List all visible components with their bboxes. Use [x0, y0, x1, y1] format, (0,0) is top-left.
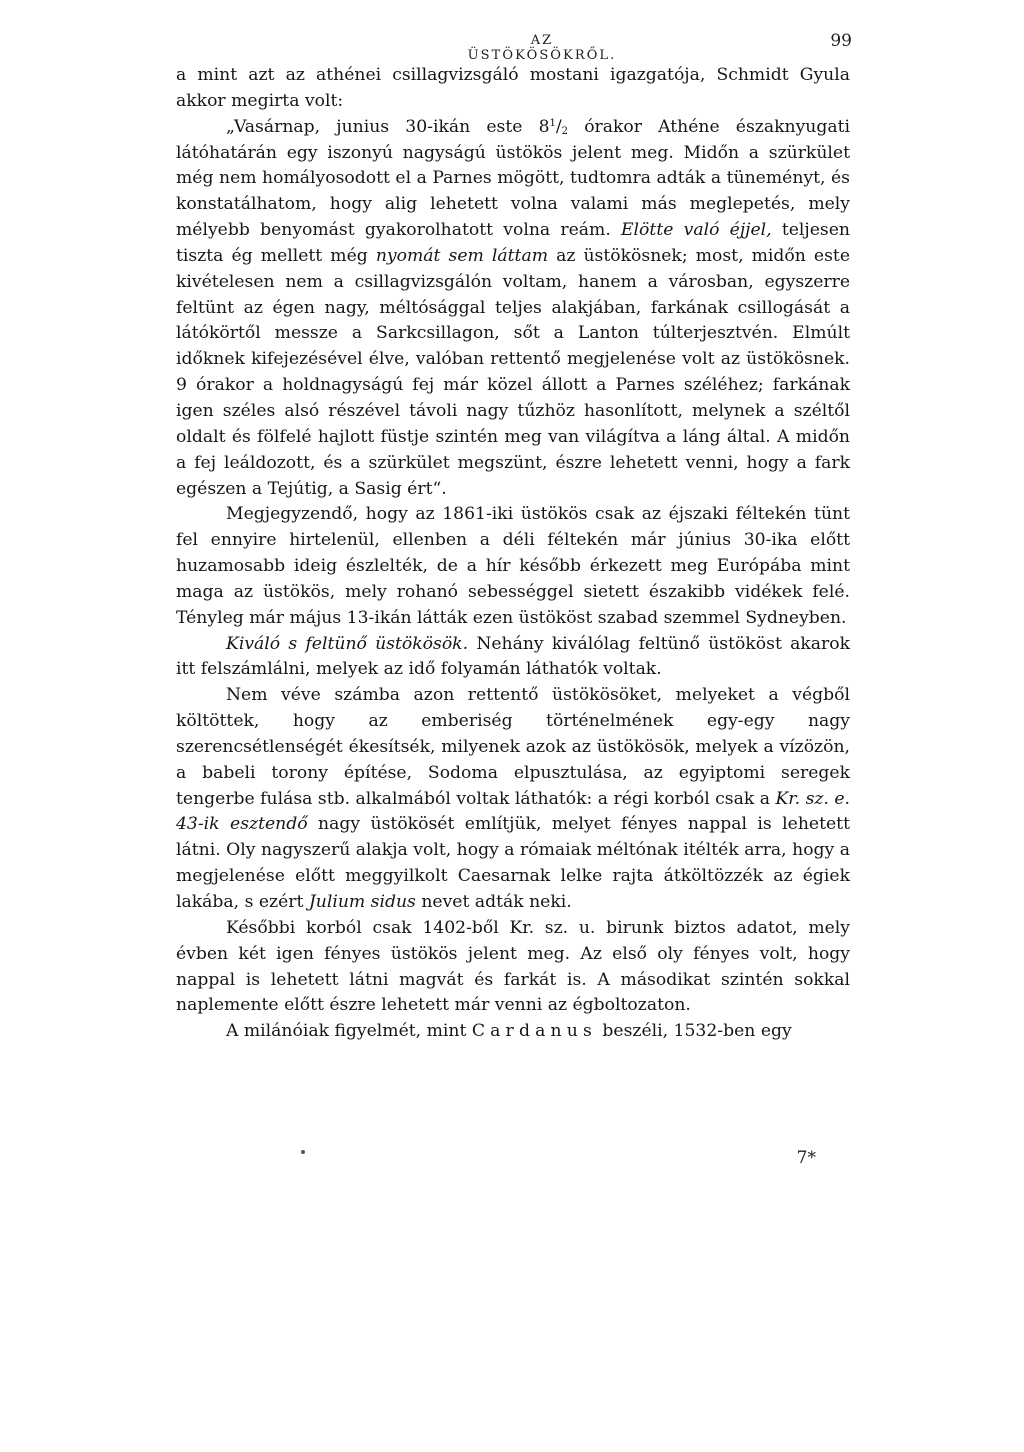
paragraph-7-text-a: A milánóiak figyelmét, mint	[226, 1021, 472, 1042]
section-text: Nehány kiválólag feltünő üstököst akarok itt felszámlálni, melyek az idő folyamán láthatók voltak.	[176, 633, 851, 680]
paragraph-1-text: a mint azt az athénei csillagvizsgáló mostani igazgatója, Schmidt Gyula akkor megirta volt:	[176, 65, 850, 111]
paragraph-7-text-b: beszéli, 1532-ben egy	[596, 1021, 792, 1042]
italic-latin-name: Julium sidus	[308, 892, 416, 912]
quote-text-d: az üstökösnek; most, midőn este kivételesen nem a csillagvizsgálón voltam, hanem a városban, egyszerre feltünt az égen nagy, méltósággal teljes alakjában, farkának csillogását a látókörtől messze a Sarkcsillagon, sőt a Lanton túlterjesztvén. Elmúlt időknek kifejezésével élve, valóban rettentő megjelenése volt az üstökösnek. 9 órakor a holdnagyságú fej már közel állott a Parnes széléhez; farkának igen széles alsó részével távoli nagy tűzhöz hasonlított, melynek a széltől oldalt és fölfelé hajlott füstje szintén meg van világítva a láng által. A midőn a fej leáldozott, és a szürkület megszünt, észre lehetett venni, hogy a fark egészen a Tejútig, a Sasig ért“.	[176, 245, 850, 499]
paragraph-5-text-b: nagy üstökösét említjük, melyet fényes nappal is lehetett látni. Oly nagyszerű alakja volt, hogy a rómaiak méltónak itélték arra, hogy a megjelenése előtt meggyilkolt Caesarnak lelke rajta átköltözzék az égiek lakába, s ezért	[176, 814, 850, 912]
paragraph-3-text: Megjegyzendő, hogy az 1861-iki üstökös csak az éjszaki féltekén tünt fel ennyire hirtelenül, ellenben a déli féltekén már június 30-ika előtt huzamosabb ideig észlelték, de a hír később érkezett meg Európába mint maga az üstökös, mely rohanó sebességgel sietett északibb vidékek felé. Tényleg már május 13-ikán látták ezen üstököst szabad szemmel Sydneyben.	[176, 504, 850, 628]
paragraph-5-text-a: Nem véve számba azon rettentő üstökösöket, melyeket a végből költöttek, hogy az emberiség történelmének egy-egy nagy szerencsétlenségét ékesítsék, milyenek azok az üstökösök, melyek a vízözön, a babeli torony építése, Sodoma elpusztulása, az egyiptomi seregek tengerbe fulása stb. alkalmából voltak láthatók: a régi korból csak a	[176, 685, 850, 809]
section-heading: Kiváló s feltünő üstökösök.	[226, 633, 469, 654]
italic-phrase-2: nyomát sem láttam	[375, 245, 548, 266]
paragraph-5-text-c: nevet adták neki.	[415, 892, 572, 912]
paragraph-1	[176, 63, 850, 115]
quote-paragraph	[176, 115, 850, 503]
paragraph-5	[176, 683, 850, 916]
page-number: 99	[830, 31, 852, 51]
section-paragraph	[176, 632, 850, 684]
fraction-numerator: 1	[549, 117, 556, 129]
stray-ink-mark	[301, 1150, 305, 1154]
quote-text-b: órakor Athéne északnyugati látóhatárán egy iszonyú nagyságú üstökös jelent meg. Midőn a szürkület még nem homályosodott el a Parnes mögött, tudtomra adták a tüneményt, és konstatálhatom, hogy alig lehetett volna valami más meglepetés, mely mélyebb benyomást gyakorolhatott volna reám.	[176, 116, 851, 241]
signature-mark: 7*	[796, 1148, 816, 1168]
body-text	[176, 63, 850, 1045]
paragraph-6	[176, 916, 850, 1019]
fraction-denominator: 2	[561, 125, 569, 137]
italic-date: Kr. sz. e. 43-ik esztendő	[176, 788, 851, 835]
spaced-name: Cardanus	[471, 1021, 597, 1042]
italic-phrase-1: Elötte való éjjel,	[621, 220, 772, 241]
paragraph-7	[176, 1019, 850, 1045]
paragraph-6-text: Későbbi korból csak 1402-ből Kr. sz. u. birunk biztos adatot, mely évben két igen fényes üstökös jelent meg. Az első oly fényes volt, hogy nappal is lehetett látni magvát és farkát is. A másodikat szintén sokkal naplemente előtt észre lehetett már venni az égboltozaton.	[176, 917, 850, 1016]
running-title: AZ ÜSTÖKÖSÖKRŐL.	[467, 33, 617, 63]
fraction: $8^1/_2$	[538, 116, 569, 137]
fraction-integer: 8	[538, 116, 550, 137]
paragraph-3	[176, 502, 850, 631]
quote-text-a: „Vasárnap, junius 30-ikán este	[226, 116, 539, 137]
quote-text-c: teljesen tiszta ég mellett még	[176, 220, 850, 266]
